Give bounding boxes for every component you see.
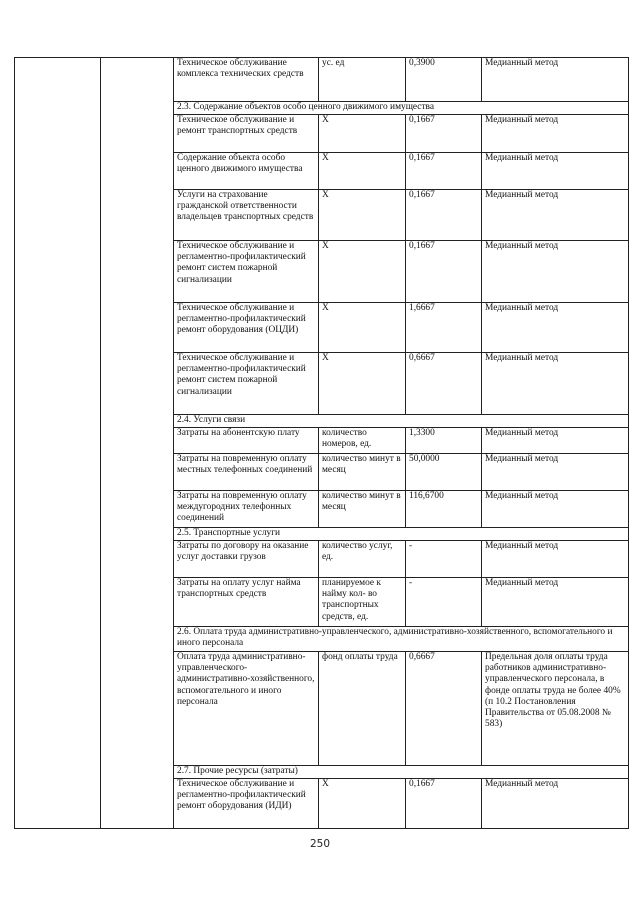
cost-item-unit: количество номеров, ед.: [319, 428, 406, 454]
cost-item-value: 0,6667: [406, 353, 482, 415]
cost-item-unit: фонд оплаты труда: [319, 652, 406, 766]
section-title: 2.5. Транспортные услуги: [174, 528, 629, 541]
cost-item-method: Медианный метод: [482, 779, 629, 829]
cost-item-unit: X: [319, 190, 406, 241]
cost-item-value: 0,1667: [406, 190, 482, 241]
cost-item-unit: ус. ед: [319, 58, 406, 102]
cost-item-method: Медианный метод: [482, 115, 629, 153]
cost-item-name: Техническое обслуживание и регламентно-профилактический ремонт оборудования (ИДИ): [174, 779, 319, 829]
cost-item-method: Медианный метод: [482, 190, 629, 241]
cost-item-name: Техническое обслуживание и регламентно-профилактический ремонт оборудования (ОЦДИ): [174, 303, 319, 353]
cost-item-value: -: [406, 578, 482, 627]
section-title: 2.7. Прочие ресурсы (затраты): [174, 766, 629, 779]
norms-table: [14, 57, 629, 829]
blank-column-2: [101, 58, 174, 829]
cost-item-method: Медианный метод: [482, 58, 629, 102]
cost-item-unit: количество услуг, ед.: [319, 541, 406, 578]
cost-item-method: Медианный метод: [482, 303, 629, 353]
cost-item-method: Медианный метод: [482, 578, 629, 627]
section-title: 2.6. Оплата труда административно-управленческого, административно-хозяйственного, вспомогательного и иного персонала: [174, 627, 629, 652]
cost-item-method: Предельная доля оплаты труда работников административно-управленческого персонала, в фонде оплаты труда не более 40% (п 10.2 Постановления Правительства от 05.08.2008 № 583): [482, 652, 629, 766]
cost-item-value: 1,3300: [406, 428, 482, 454]
cost-item-value: 116,6700: [406, 491, 482, 528]
cost-item-name: Техническое обслуживание и ремонт транспортных средств: [174, 115, 319, 153]
cost-item-value: 0,1667: [406, 241, 482, 303]
cost-item-unit: X: [319, 303, 406, 353]
cost-item-value: 0,1667: [406, 153, 482, 190]
cost-item-unit: X: [319, 115, 406, 153]
cost-item-value: -: [406, 541, 482, 578]
section-title: 2.4. Услуги связи: [174, 415, 629, 428]
cost-item-unit: X: [319, 353, 406, 415]
cost-item-name: Затраты на абонентскую плату: [174, 428, 319, 454]
cost-item-method: Медианный метод: [482, 454, 629, 491]
page-number: 250: [309, 838, 331, 850]
cost-item-name: Услуги на страхование гражданской ответственности владельцев транспортных средств: [174, 190, 319, 241]
cost-item-unit: количество минут в месяц: [319, 454, 406, 491]
table-row: [15, 58, 629, 102]
section-title: 2.3. Содержание объектов особо ценного движимого имущества: [174, 102, 629, 115]
cost-item-name: Техническое обслуживание и регламентно-профилактический ремонт систем пожарной сигнализации: [174, 241, 319, 303]
cost-item-method: Медианный метод: [482, 541, 629, 578]
cost-item-unit: X: [319, 241, 406, 303]
cost-item-value: 0,3900: [406, 58, 482, 102]
cost-item-name: Затраты по договору на оказание услуг доставки грузов: [174, 541, 319, 578]
cost-item-method: Медианный метод: [482, 241, 629, 303]
cost-item-name: Содержание объекта особо ценного движимого имущества: [174, 153, 319, 190]
norms-table-body: [15, 58, 629, 829]
cost-item-value: 1,6667: [406, 303, 482, 353]
cost-item-name: Затраты на оплату услуг найма транспортных средств: [174, 578, 319, 627]
cost-item-name: Техническое обслуживание комплекса технических средств: [174, 58, 319, 102]
cost-item-unit: количество минут в месяц: [319, 491, 406, 528]
cost-item-value: 50,0000: [406, 454, 482, 491]
cost-item-name: Затраты на повременную оплату местных телефонных соединений: [174, 454, 319, 491]
cost-item-name: Техническое обслуживание и регламентно-профилактический ремонт систем пожарной сигнализации: [174, 353, 319, 415]
cost-item-name: Оплата труда административно-управленческого-административно-хозяйственного, вспомогательного и иного персонала: [174, 652, 319, 766]
cost-item-value: 0,1667: [406, 779, 482, 829]
cost-item-method: Медианный метод: [482, 153, 629, 190]
cost-item-method: Медианный метод: [482, 353, 629, 415]
cost-item-method: Медианный метод: [482, 491, 629, 528]
cost-item-name: Затраты на повременную оплату междугородних телефонных соединений: [174, 491, 319, 528]
cost-item-unit: X: [319, 153, 406, 190]
cost-item-unit: планируемое к найму кол- во транспортных средств, ед.: [319, 578, 406, 627]
cost-item-value: 0,6667: [406, 652, 482, 766]
cost-item-method: Медианный метод: [482, 428, 629, 454]
cost-item-unit: X: [319, 779, 406, 829]
cost-item-value: 0,1667: [406, 115, 482, 153]
blank-column-1: [15, 58, 101, 829]
